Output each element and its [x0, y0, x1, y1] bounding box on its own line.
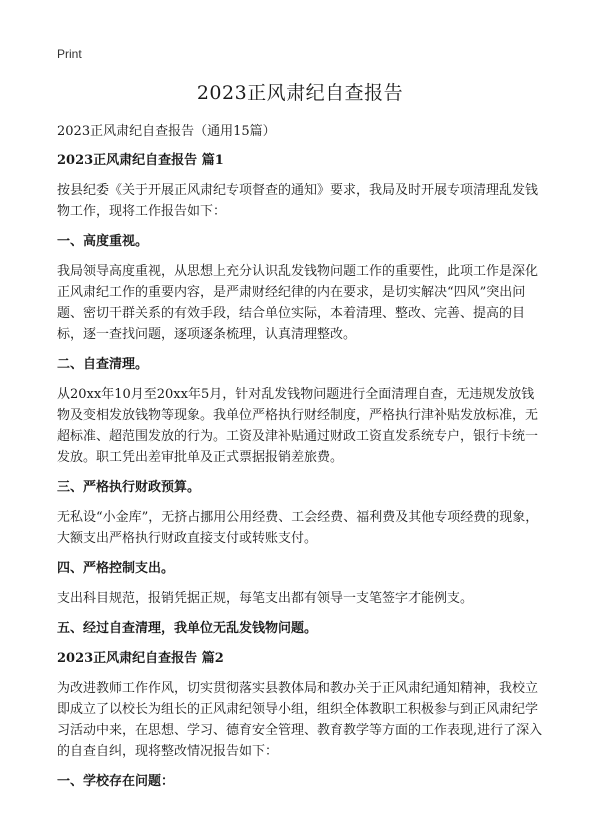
paragraph-intro-part1: 按县纪委《关于开展正风肃纪专项督查的通知》要求，我局及时开展专项清理乱发钱物工作，现将工作报告如下： [57, 183, 539, 219]
heading-part1-5: 五、经过自查清理，我单位无乱发钱物问题。 [57, 621, 318, 636]
heading-part1-3: 三、严格执行财政预算。 [57, 480, 201, 495]
document-body [57, 121, 544, 801]
heading-part2-1: 一、学校存在问题： [57, 774, 175, 789]
heading-part1-2: 二、自查清理。 [57, 357, 149, 372]
paragraph-intro-part2: 为改进教师工作作风，切实贯彻落实县教体局和教办关于正风肃纪通知精神，我校立即成立了以校长为组长的正风肃纪领导小组，组织全体教职工积极参与到正风肃纪学习活动中来，在思想、学习、德育安全管理、教育教学等方面的工作表现,进行了深入的自查自纠，现将整改情况报告如下： [57, 681, 543, 759]
paragraph-part1-1: 我局领导高度重视，从思想上充分认识乱发钱物问题工作的重要性，此项工作是深化正风肃纪工作的重要内容，是严肃财经纪律的内在要求，是切实解决“四风”突出问题、密切干群关系的有效手段，结合单位实际，本着清理、整改、完善、提高的目标，逐一查找问题，逐项逐条梳理，认真清理整改。 [57, 264, 539, 342]
paragraph-part1-3: 无私设“小金库”，无挤占挪用公用经费、工会经费、福利费及其他专项经费的现象，大额支出严格执行财政直接支付或转账支付。 [57, 510, 539, 546]
heading-part1-1: 一、高度重视。 [57, 234, 149, 249]
section-title-part2: 2023正风肃纪自查报告 篇2 [57, 651, 224, 666]
print-link[interactable]: Print [57, 47, 82, 61]
heading-part1-4: 四、严格控制支出。 [57, 561, 175, 576]
section-title-part1: 2023正风肃纪自查报告 篇1 [57, 153, 224, 168]
paragraph-part1-4: 支出科目规范，报销凭据正规，每笔支出都有领导一支笔签字才能例支。 [57, 591, 474, 606]
document-subtitle: 2023正风肃纪自查报告（通用15篇） [57, 124, 276, 139]
paragraph-part1-2: 从20xx年10月至20xx年5月，针对乱发钱物问题进行全面清理自查，无违规发放钱物及变相发放钱物等现象。我单位严格执行财经制度，严格执行津补贴发放标准，无超标准、超范围发放的行为。工资及津补贴通过财政工资直发系统专户，银行卡统一发放。职工凭出差审批单及正式票据报销差旅费。 [57, 387, 539, 465]
page-title: 2023正风肃纪自查报告 [196, 82, 404, 104]
